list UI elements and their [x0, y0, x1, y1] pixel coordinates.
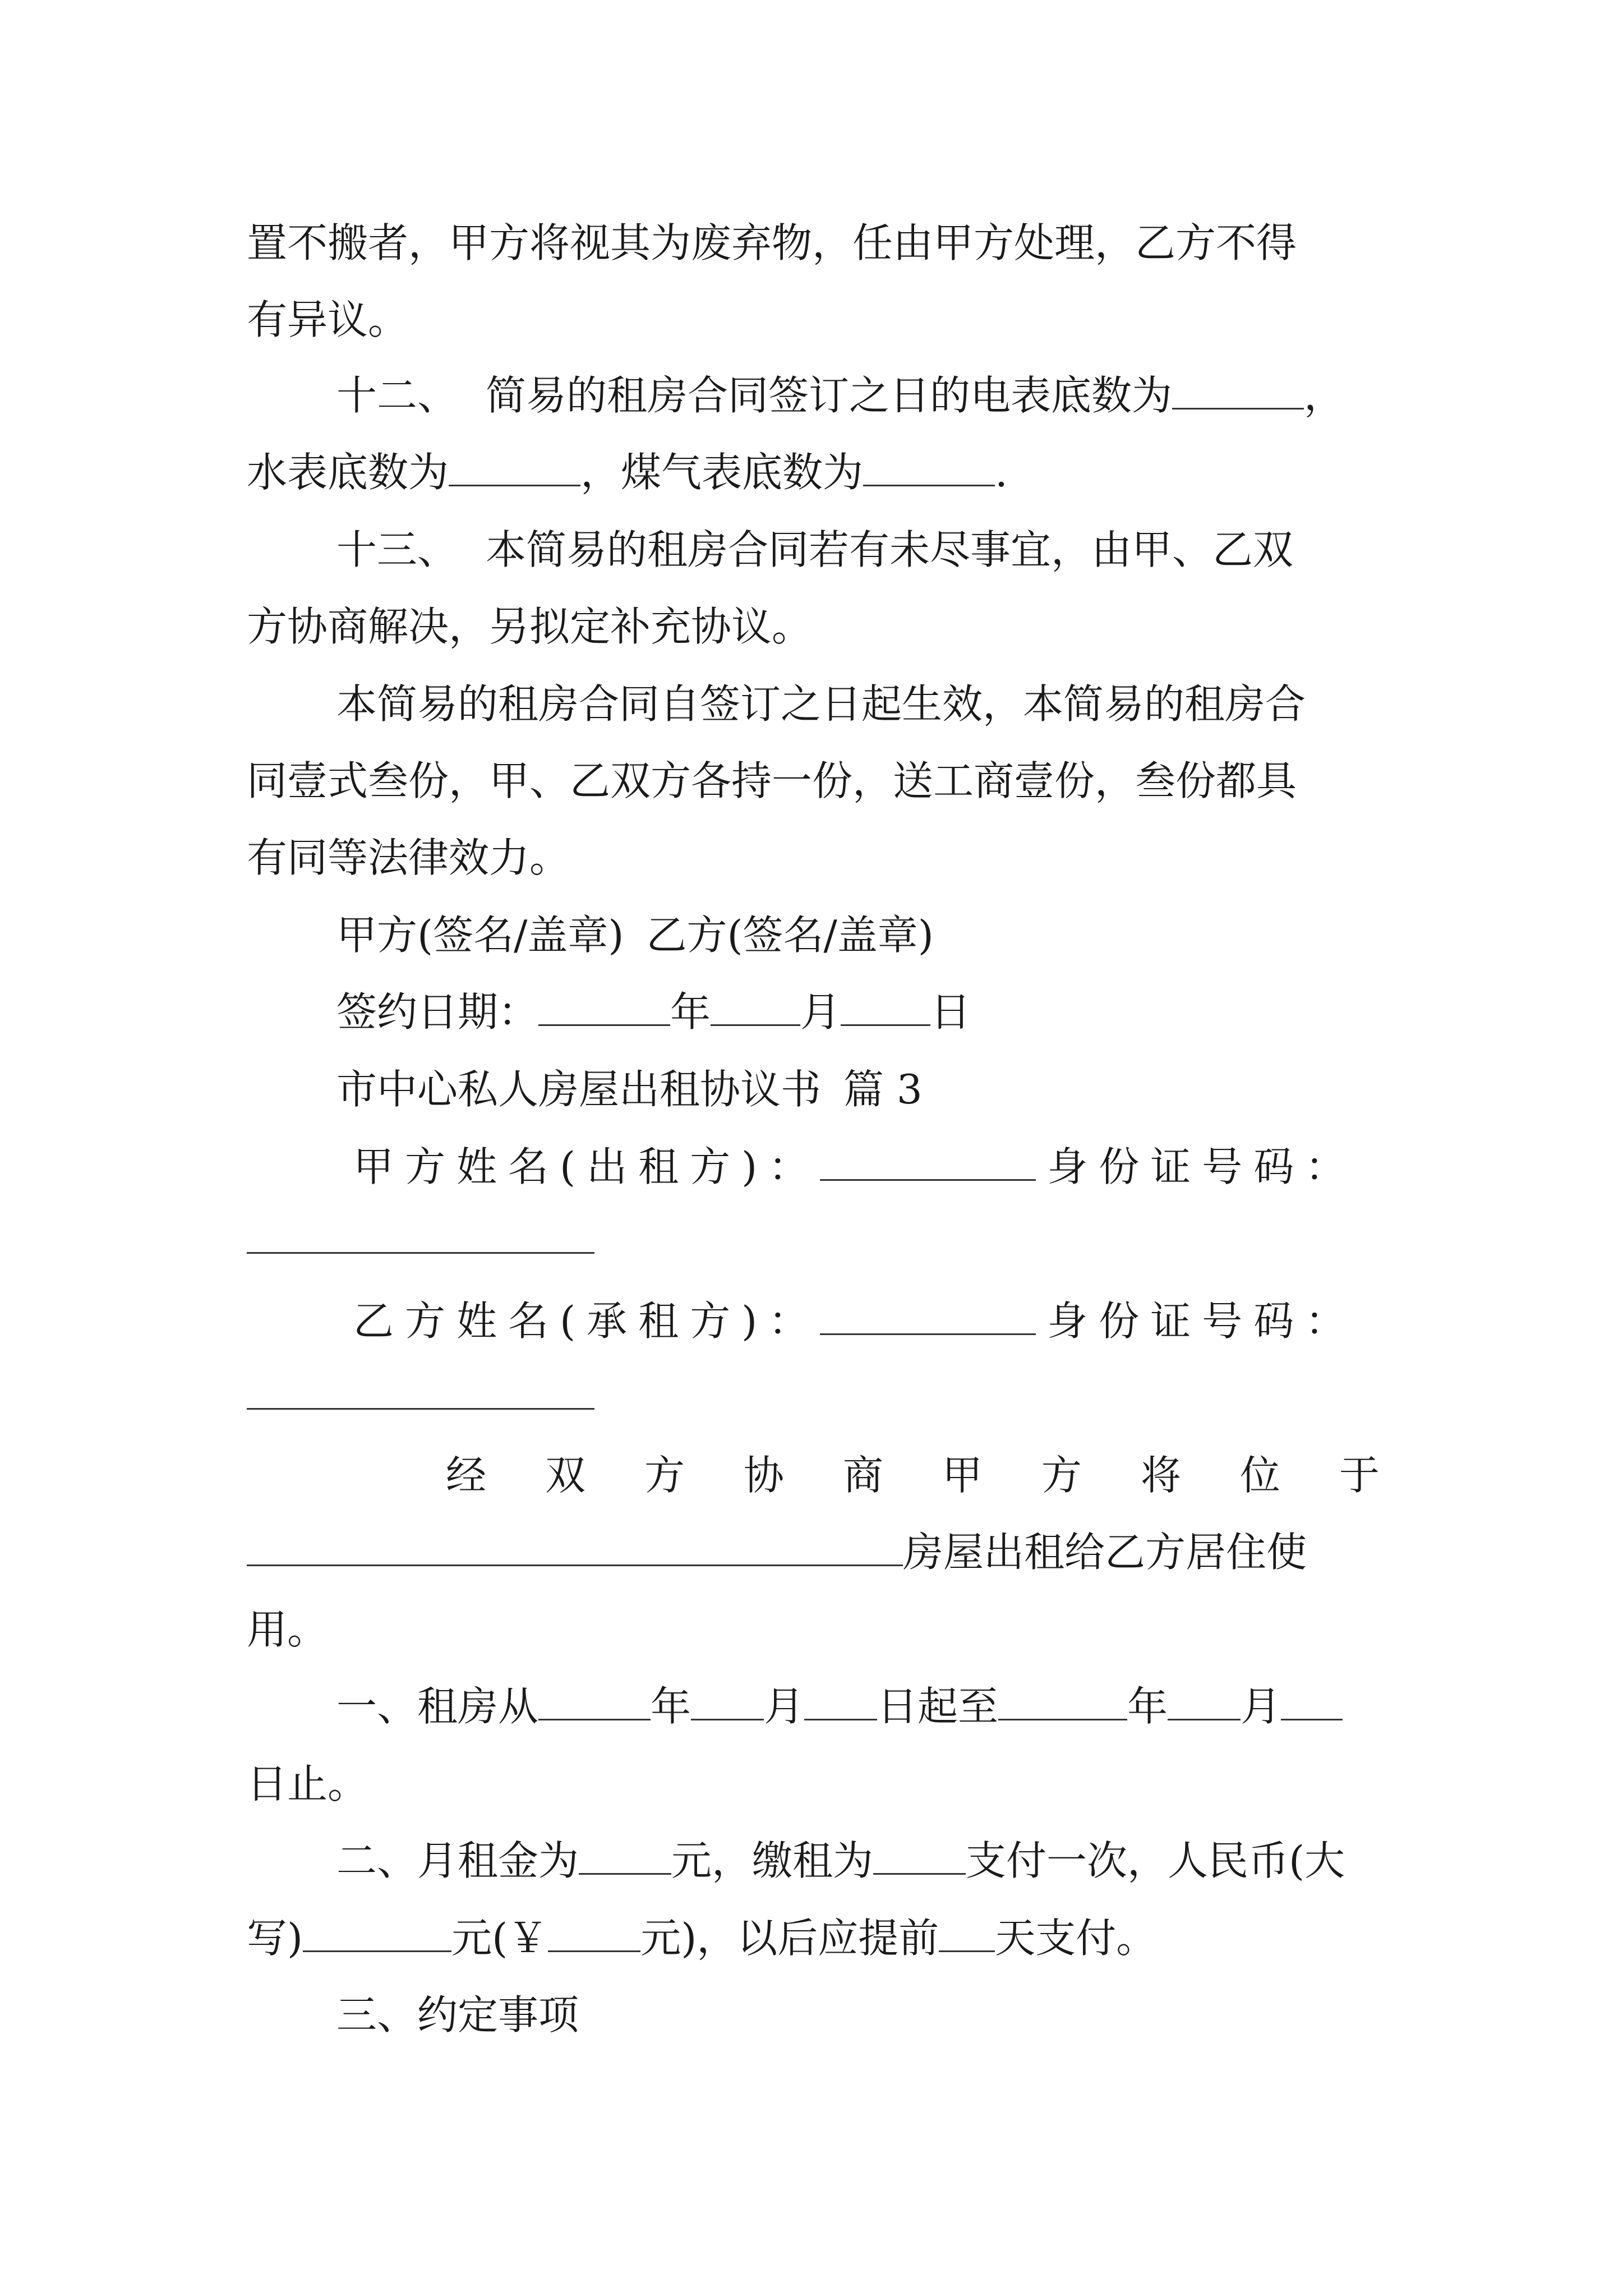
clause-12-period: .	[995, 449, 1008, 496]
sign-day-label: 日	[930, 988, 971, 1036]
party-b-name-label: 乙方姓名(承租方)：	[353, 1297, 820, 1345]
agree-char: 甲	[942, 1452, 983, 1499]
clause-12-text: 简易的租房合同签订之日的电表底数为	[486, 372, 1173, 419]
gas-meter-label: ，煤气表底数为	[580, 449, 864, 496]
agree-char: 经	[446, 1452, 487, 1499]
item-1-label: 一、租房从	[336, 1683, 539, 1730]
agree-char: 双	[545, 1452, 585, 1499]
item-1-line-1	[336, 1681, 1343, 1732]
start-year-blank[interactable]	[538, 1684, 651, 1720]
start-month-label: 月	[764, 1683, 805, 1730]
agree-char: 位	[1239, 1452, 1280, 1499]
payment-cycle-blank[interactable]	[873, 1838, 966, 1875]
item-2-line-2	[247, 1913, 1156, 1963]
item-1-line-2: 日止。	[247, 1760, 368, 1807]
clause-13-text: 本简易的租房合同若有未尽事宜，由甲、乙双	[486, 526, 1294, 573]
agreement-line-3: 用。	[247, 1606, 328, 1653]
end-month-label: 月	[1241, 1683, 1281, 1730]
advance-days-blank[interactable]	[939, 1916, 995, 1952]
sign-year-label: 年	[670, 988, 711, 1036]
water-meter-blank[interactable]	[449, 450, 580, 486]
agree-char: 方	[1041, 1452, 1082, 1499]
party-b-line	[353, 1296, 1357, 1346]
sign-month-blank[interactable]	[711, 990, 800, 1026]
yuan-label: 元(￥	[451, 1915, 548, 1962]
section-number: 篇 3	[843, 1066, 923, 1113]
party-b-id-blank[interactable]	[247, 1408, 594, 1410]
payment-label: 元，缴租为	[671, 1837, 874, 1884]
clause-13-line-1	[336, 524, 1293, 575]
advance-label: 元)，以后应提前	[640, 1915, 939, 1962]
signature-line	[336, 910, 934, 960]
property-address-blank[interactable]	[247, 1530, 903, 1566]
sign-month-label: 月	[800, 988, 841, 1036]
party-a-id-label: 身份证号码：	[1047, 1143, 1357, 1190]
item-3-heading: 三、约定事项	[336, 1991, 579, 2039]
sign-date-line	[336, 987, 971, 1037]
agree-char: 方	[644, 1452, 685, 1499]
party-a-signature: 甲方(签名/盖章)	[336, 912, 624, 959]
clause-12-line-1	[336, 370, 1344, 421]
monthly-rent-blank[interactable]	[579, 1838, 671, 1875]
agree-char: 商	[842, 1452, 883, 1499]
effective-line-1: 本简易的租房合同自签订之日起生效，本简易的租房合	[336, 680, 1306, 728]
end-year-blank[interactable]	[998, 1684, 1127, 1720]
party-b-id-label: 身份证号码：	[1047, 1297, 1357, 1345]
water-meter-label: 水表底数为	[247, 449, 449, 496]
capital-label: 写)	[247, 1915, 303, 1962]
start-day-blank[interactable]	[804, 1684, 877, 1720]
gas-meter-blank[interactable]	[863, 450, 995, 486]
agree-char: 将	[1140, 1452, 1181, 1499]
rent-capital-blank[interactable]	[303, 1916, 451, 1952]
effective-line-3: 有同等法律效力。	[247, 834, 570, 881]
agreement-line-2	[247, 1527, 1307, 1577]
agreement-text: 房屋出租给乙方居住使	[903, 1529, 1307, 1576]
party-b-signature: 乙方(签名/盖章)	[646, 912, 934, 959]
sign-year-blank[interactable]	[538, 990, 670, 1026]
electric-meter-blank[interactable]	[1172, 373, 1304, 409]
days-label: 天支付。	[995, 1915, 1157, 1962]
item-2-line-1	[336, 1835, 1345, 1886]
section-title-text: 市中心私人房屋出租协议书	[336, 1066, 822, 1113]
para-1-line-1: 置不搬者，甲方将视其为废弃物，任由甲方处理，乙方不得	[247, 219, 1297, 266]
sign-date-label: 签约日期：	[336, 988, 539, 1036]
effective-line-2: 同壹式叁份，甲、乙双方各持一份，送工商壹份，叁份都具	[247, 757, 1297, 804]
para-1-line-2: 有异议。	[247, 296, 409, 343]
agree-char: 于	[1339, 1452, 1380, 1499]
rent-numeric-blank[interactable]	[548, 1916, 640, 1952]
clause-12-number: 十二、	[336, 372, 458, 419]
item-2-label: 二、月租金为	[336, 1837, 579, 1884]
party-a-line	[353, 1142, 1357, 1192]
start-year-label: 年	[651, 1683, 691, 1730]
clause-13-line-2: 方协商解决，另拟定补充协议。	[247, 603, 813, 650]
until-label: 日起至	[877, 1683, 999, 1730]
agreement-line-1	[446, 1450, 1380, 1501]
agree-char: 协	[743, 1452, 784, 1499]
end-day-blank[interactable]	[1281, 1684, 1343, 1720]
start-month-blank[interactable]	[691, 1684, 764, 1720]
section-title	[336, 1064, 923, 1115]
party-b-name-blank[interactable]	[820, 1299, 1036, 1335]
end-year-label: 年	[1127, 1683, 1168, 1730]
sign-day-blank[interactable]	[841, 990, 930, 1026]
party-a-id-blank[interactable]	[247, 1252, 594, 1254]
end-month-blank[interactable]	[1168, 1684, 1241, 1720]
clause-12-comma: ，	[1304, 372, 1345, 419]
clause-12-line-2	[247, 447, 1008, 498]
clause-13-number: 十三、	[336, 526, 458, 573]
party-a-name-label: 甲方姓名(出租方)：	[353, 1143, 820, 1190]
payment-text: 支付一次，人民币(大	[966, 1837, 1345, 1884]
party-a-name-blank[interactable]	[820, 1144, 1036, 1181]
